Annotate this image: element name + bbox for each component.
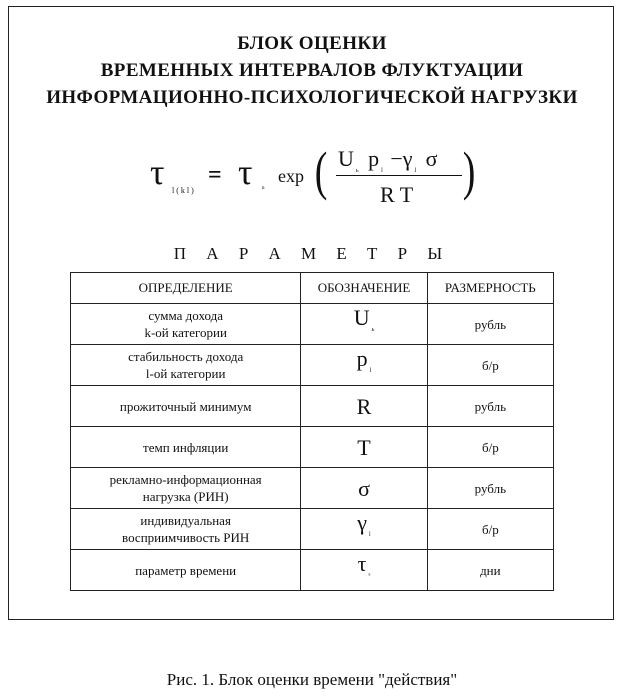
formula-lhs-subscript: l ( k l ) (172, 186, 194, 195)
table-row (71, 427, 554, 468)
num-gamma: −γ (390, 146, 413, 171)
table-row: сумма дохода k-ой категории U $_ь$ рубль (71, 304, 554, 345)
row-dimension: б/р (427, 427, 553, 468)
table-header-row (71, 273, 554, 304)
formula (0, 140, 624, 220)
row-symbol: p (356, 346, 368, 371)
fraction-bar (336, 175, 462, 176)
formula-lhs-tau: τ (150, 152, 165, 192)
table-row: индивидуальная восприимчивость РИН γ $_l$ б/р (71, 509, 554, 550)
num-U: U (338, 146, 354, 171)
row-definition-2: восприимчивость РИН (122, 530, 250, 545)
row-dimension: дни (427, 550, 553, 591)
formula-exp: exp (278, 166, 304, 186)
figure-title (0, 30, 624, 111)
row-definition: прожиточный минимум (71, 386, 301, 427)
row-definition: рекламно-информационная (109, 472, 262, 487)
formula-equals: = (208, 162, 222, 188)
table-row: стабильность дохода l-ой категории p $_l$ б/р (71, 345, 554, 386)
table-row (71, 386, 554, 427)
row-symbol: U (353, 305, 370, 330)
row-definition-2: нагрузка (РИН) (142, 489, 229, 504)
row-definition: параметр времени (71, 550, 301, 591)
title-line-3: ИНФОРМАЦИОННО-ПСИХОЛОГИЧЕСКОЙ НАГРУЗКИ (46, 87, 578, 108)
formula-right-paren: ) (462, 141, 476, 201)
num-sigma: σ (425, 146, 438, 171)
params-heading: П А Р А М Е Т Р Ы (173, 244, 451, 263)
table-row (71, 468, 554, 509)
row-symbol: σ (301, 468, 427, 509)
row-dimension: б/р (427, 509, 553, 550)
row-symbol: γ (357, 510, 368, 535)
row-dimension: рубль (427, 386, 553, 427)
table-row: параметр времени τ $_{^n}$ дни (71, 550, 554, 591)
figure-caption: Рис. 1. Блок оценки времени "действия" (166, 670, 458, 689)
num-p: p (368, 146, 380, 171)
header-definition: ОПРЕДЕЛЕНИЕ (71, 273, 301, 304)
row-definition-2: k-ой категории (144, 325, 227, 340)
formula-rhs-tau: τ (238, 152, 253, 192)
row-definition: сумма дохода (148, 308, 223, 323)
row-definition: индивидуальная (140, 513, 231, 528)
formula-numerator: U $_ь$ p $_l$ −γ $_l$ σ (338, 146, 438, 174)
title-line-2: ВРЕМЕННЫХ ИНТЕРВАЛОВ ФЛУКТУАЦИИ (100, 60, 524, 81)
title-line-1: БЛОК ОЦЕНКИ (237, 33, 387, 54)
row-symbol: T (301, 427, 427, 468)
formula-denominator: R T (380, 182, 414, 207)
row-definition-2: l-ой категории (145, 366, 226, 381)
row-definition: стабильность дохода (128, 349, 244, 364)
parameters-table (70, 272, 554, 591)
row-symbol: τ (357, 551, 367, 576)
formula-rhs-subscript: ⁿ (262, 184, 265, 193)
header-dimension: РАЗМЕРНОСТЬ (427, 273, 553, 304)
header-symbol: ОБОЗНАЧЕНИЕ (301, 273, 427, 304)
formula-left-paren: ( (314, 141, 328, 201)
row-dimension: рубль (427, 468, 553, 509)
row-dimension: рубль (427, 304, 553, 345)
row-symbol: R (301, 386, 427, 427)
row-definition: темп инфляции (71, 427, 301, 468)
row-dimension: б/р (427, 345, 553, 386)
